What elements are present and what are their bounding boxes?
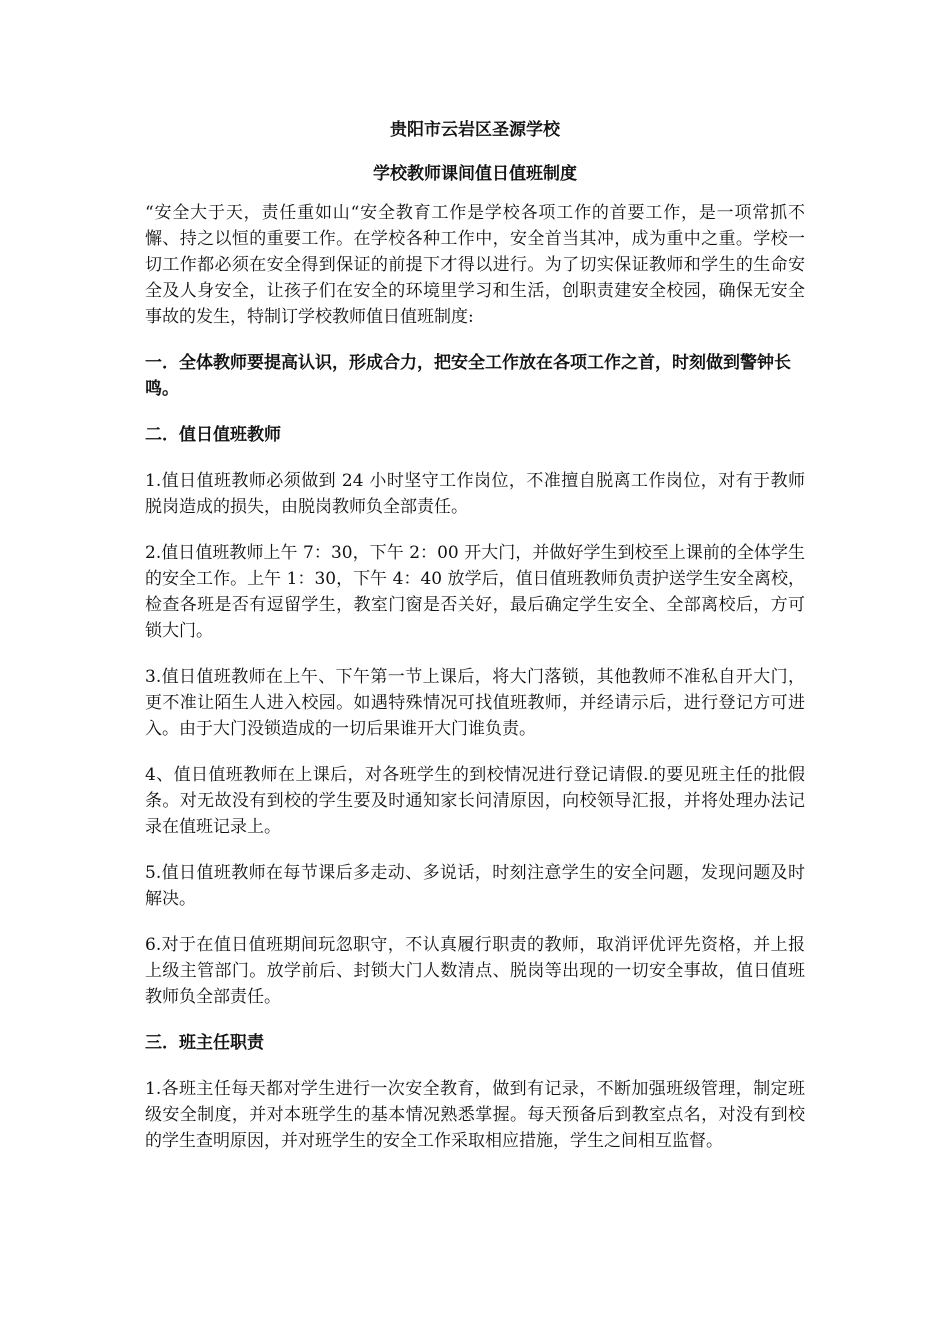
school-name: 贵阳市云岩区圣源学校 — [390, 120, 560, 140]
section-heading-3: 三．班主任职责 — [145, 1033, 264, 1053]
section-heading-2: 二．值日值班教师 — [145, 425, 281, 445]
document-body — [145, 118, 805, 1174]
intro-paragraph: “安全大于天，责任重如山“安全教育工作是学校各项工作的首要工作，是一项常抓不懈、持之以恒的重要工作。在学校各种工作中，安全首当其冲，成为重中之重。学校一切工作都必须在安全得到保证的前提下才得以进行。为了切实保证教师和学生的生命安全及人身安全，让孩子们在安全的环境里学习和生活，创职责建安全校园，确保无安全事故的发生，特制订学校教师值日值班制度: — [145, 203, 805, 327]
section2-item-4: 4、值日值班教师在上课后，对各班学生的到校情况进行登记请假.的要见班主任的批假条。对无故没有到校的学生要及时通知家长问清原因，向校领导汇报，并将处理办法记录在值班记录上。 — [145, 765, 805, 837]
document-title: 学校教师课间值日值班制度 — [373, 164, 577, 184]
section3-item-1: 1.各班主任每天都对学生进行一次安全教育，做到有记录，不断加强班级管理，制定班级安全制度，并对本班学生的基本情况熟悉掌握。每天预备后到教室点名，对没有到校的学生查明原因，并对班学生的安全工作采取相应措施，学生之间相互监督。 — [145, 1079, 805, 1151]
section2-item-1: 1.值日值班教师必须做到 24 小时坚守工作岗位，不准擅自脱离工作岗位，对有于教师脱岗造成的损失，由脱岗教师负全部责任。 — [145, 471, 805, 517]
section2-item-2: 2.值日值班教师上午 7：30，下午 2：00 开大门，并做好学生到校至上课前的全体学生的安全工作。上午 1：30，下午 4：40 放学后，值日值班教师负责护送学生安全离校，检查各班是否有逗留学生，教室门窗是否关好，最后确定学生安全、全部离校后，方可锁大门。 — [145, 543, 805, 641]
section2-item-3: 3.值日值班教师在上午、下午第一节上课后，将大门落锁，其他教师不准私自开大门，更不准让陌生人进入校园。如遇特殊情况可找值班教师，并经请示后，进行登记方可进入。由于大门没锁造成的一切后果谁开大门谁负责。 — [145, 667, 805, 739]
section-heading-1: 一．全体教师要提高认识，形成合力，把安全工作放在各项工作之首，时刻做到警钟长鸣。 — [145, 353, 791, 399]
section2-item-5: 5.值日值班教师在每节课后多走动、多说话，时刻注意学生的安全问题，发现问题及时解决。 — [145, 863, 805, 909]
section2-item-6: 6.对于在值日值班期间玩忽职守，不认真履行职责的教师，取消评优评先资格，并上报上级主管部门。放学前后、封锁大门人数清点、脱岗等出现的一切安全事故，值日值班教师负全部责任。 — [145, 935, 805, 1007]
